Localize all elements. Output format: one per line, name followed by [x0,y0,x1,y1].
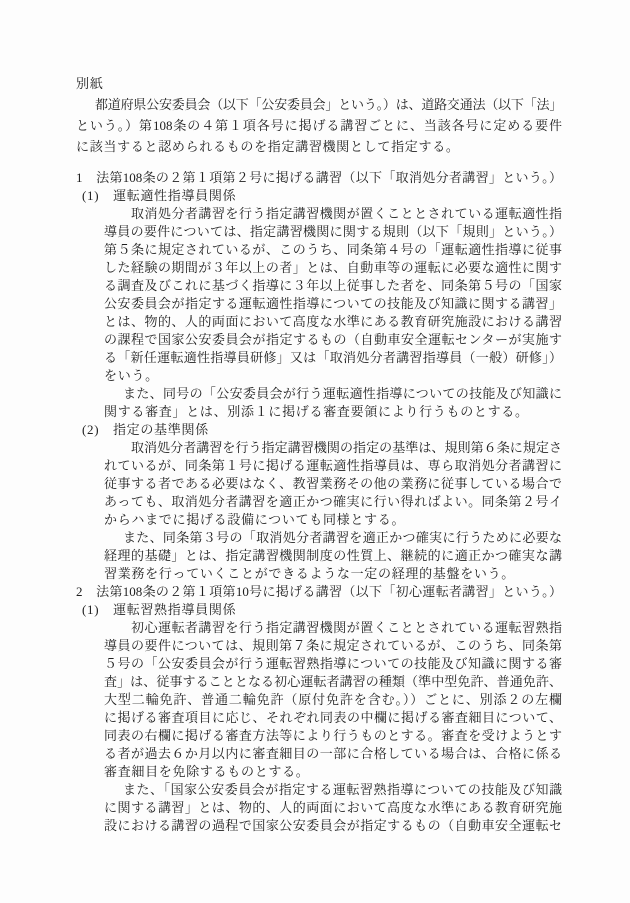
section-2-heading: 2 法第108条の２第１項第10号に掲げる講習（以下「初心運転者講習」という。） [76,584,562,599]
text-line: 関する審査」とは、別添１に掲げる審査要領により行うものとする。 [104,404,529,419]
text-line: をいう。 [104,368,159,383]
text-line: 同表の右欄に掲げる審査方法等により行うものとする。審査を受けようとす [104,728,562,743]
intro-paragraph [76,73,562,157]
text-line: れているが、同条第１号に掲げる運転適性指導員は、専ら取消処分者講習に [104,458,562,473]
text-line: また、同条第３号の「取消処分者講習を適正かつ確実に行うために必要な [123,530,562,545]
page-title: 別紙 [76,76,104,91]
subsection-heading: (2) 指定の基準関係 [82,422,209,437]
text-line: 設における講習の過程で国家公安委員会が指定するもの（自動車安全運転セ [104,818,562,833]
section-1-heading: 1 法第108条の２第１項第２号に掲げる講習（以下「取消処分者講習」という。） [76,170,562,185]
text-line: した経験の期間が３年以上の者」とは、自動車等の運転に必要な適性に関す [104,260,562,275]
text-line: ５号の「公安委員会が行う運転習熟指導についての技能及び知識に関する審 [104,656,562,671]
text-line: に関する講習」とは、物的、人的両面において高度な水準にある教育研究施 [104,800,562,815]
text-line: 習業務を行っていくことができるような一定の経理的基盤をいう。 [104,566,516,581]
text-line: 第５条に規定されているが、このうち、同条第４号の「運転適性指導に従事 [104,242,562,257]
text-line: 取消処分者講習を行う指定講習機関の指定の基準は、規則第６条に規定さ [131,440,562,455]
text-line: からハまでに掲げる設備についても同様とする。 [104,512,406,527]
body-text [76,169,562,835]
text-line: 経理的基礎」とは、指定講習機関制度の性質上、継続的に適正かつ確実な講 [104,548,562,563]
subsection-heading: (1) 運転適性指導員関係 [82,188,237,203]
text-line: 初心運転者講習を行う指定講習機関が置くこととされている運転習熟指 [131,620,562,635]
text-line: また、同号の「公安委員会が行う運転適性指導についての技能及び知識に [123,386,562,401]
text-line: 公安委員会が指定する運転適性指導についての技能及び知識に関する講習」 [104,296,562,311]
text-line: に掲げる審査項目に応じ、それぞれ同表の中欄に掲げる審査細目について、 [104,710,562,725]
subsection-heading: (1) 運転習熟指導員関係 [82,602,237,617]
text-line: 従事する者である必要はなく、教習業務その他の業務に従事している場合で [104,476,562,491]
text-line: る者が過去６か月以内に審査細目の一部に合格している場合は、合格に係る [104,746,562,761]
text-line: る「新任運転適性指導員研修」又は「取消処分者講習指導員（一般）研修」） [104,350,562,365]
text-line: また、「国家公安委員会が指定する運転習熟指導についての技能及び知識 [123,782,562,797]
text-line: 査」は、従事することとなる初心運転者講習の種類（準中型免許、普通免許、 [104,674,562,689]
text-line: という。）第108条の４第１項各号に掲げる講習ごとに、当該各号に定める要件 [76,118,562,133]
text-line: る調査及びこれに基づく指導に３年以上従事した者を、同条第５号の「国家 [104,278,562,293]
text-line: 取消処分者講習を行う指定講習機関が置くこととされている運転適性指 [131,206,562,221]
text-line: とは、物的、人的両面において高度な水準にある教育研究施設における講習 [104,314,562,329]
text-line: 大型二輪免許、普通二輪免許（原付免許を含む。））ごとに、別添２の左欄 [104,692,562,707]
text-line: あっても、取消処分者講習を適正かつ確実に行い得ればよい。同条第２号イ [104,494,562,509]
text-line: 審査細目を免除するものとする。 [104,764,310,779]
text-line: 都道府県公安委員会（以下「公安委員会」という。）は、道路交通法（以下「法」 [95,97,562,112]
text-line: 導員の要件については、規則第７条に規定されているが、このうち、同条第 [104,638,562,653]
text-line: の課程で国家公安委員会が指定するもの（自動車安全運転センターが実施す [104,332,562,347]
text-line: に該当すると認められるものを指定講習機関として指定する。 [76,139,460,154]
text-line: 導員の要件については、指定講習機関に関する規則（以下「規則」という。） [104,224,562,239]
